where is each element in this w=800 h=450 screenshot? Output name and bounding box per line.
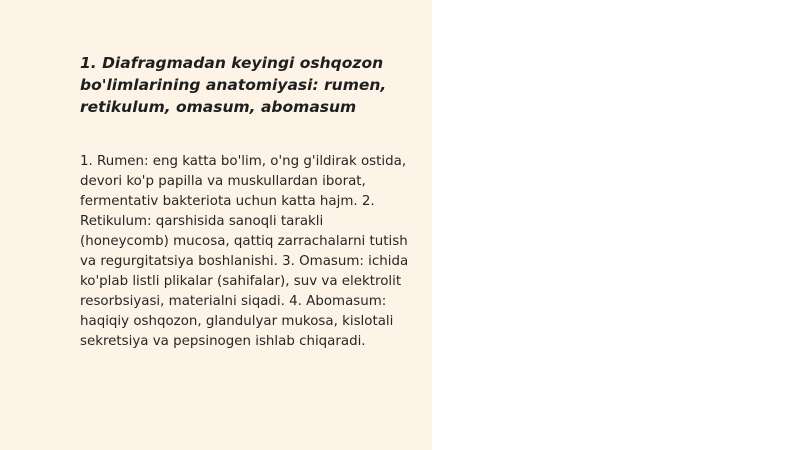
image-panel xyxy=(432,0,800,450)
slide-title: 1. Diafragmadan keyingi oshqozon bo'limlarining anatomiyasi: rumen, retikulum, omasum, abomasum xyxy=(80,54,387,116)
slide-body-text: 1. Rumen: eng katta bo'lim, o'ng g'ildirak ostida, devori ko'p papilla va muskullardan iborat, fermentativ bakteriota uchun katta hajm. 2. Retikulum: qarshisida sanoqli tarakli (honeycomb) mucosa, qattiq zarrachalarni tutish va regurgitatsiya boshlanishi. 3. Omasum: ichida ko'plab listli plikalar (sahifalar), suv va elektrolit resorbsiyasi, materialni siqadi. 4. Abomasum: haqiqiy oshqozon, glandulyar mukosa, kislotali sekretsiya va pepsinogen ishlab chiqaradi. xyxy=(80,154,409,349)
